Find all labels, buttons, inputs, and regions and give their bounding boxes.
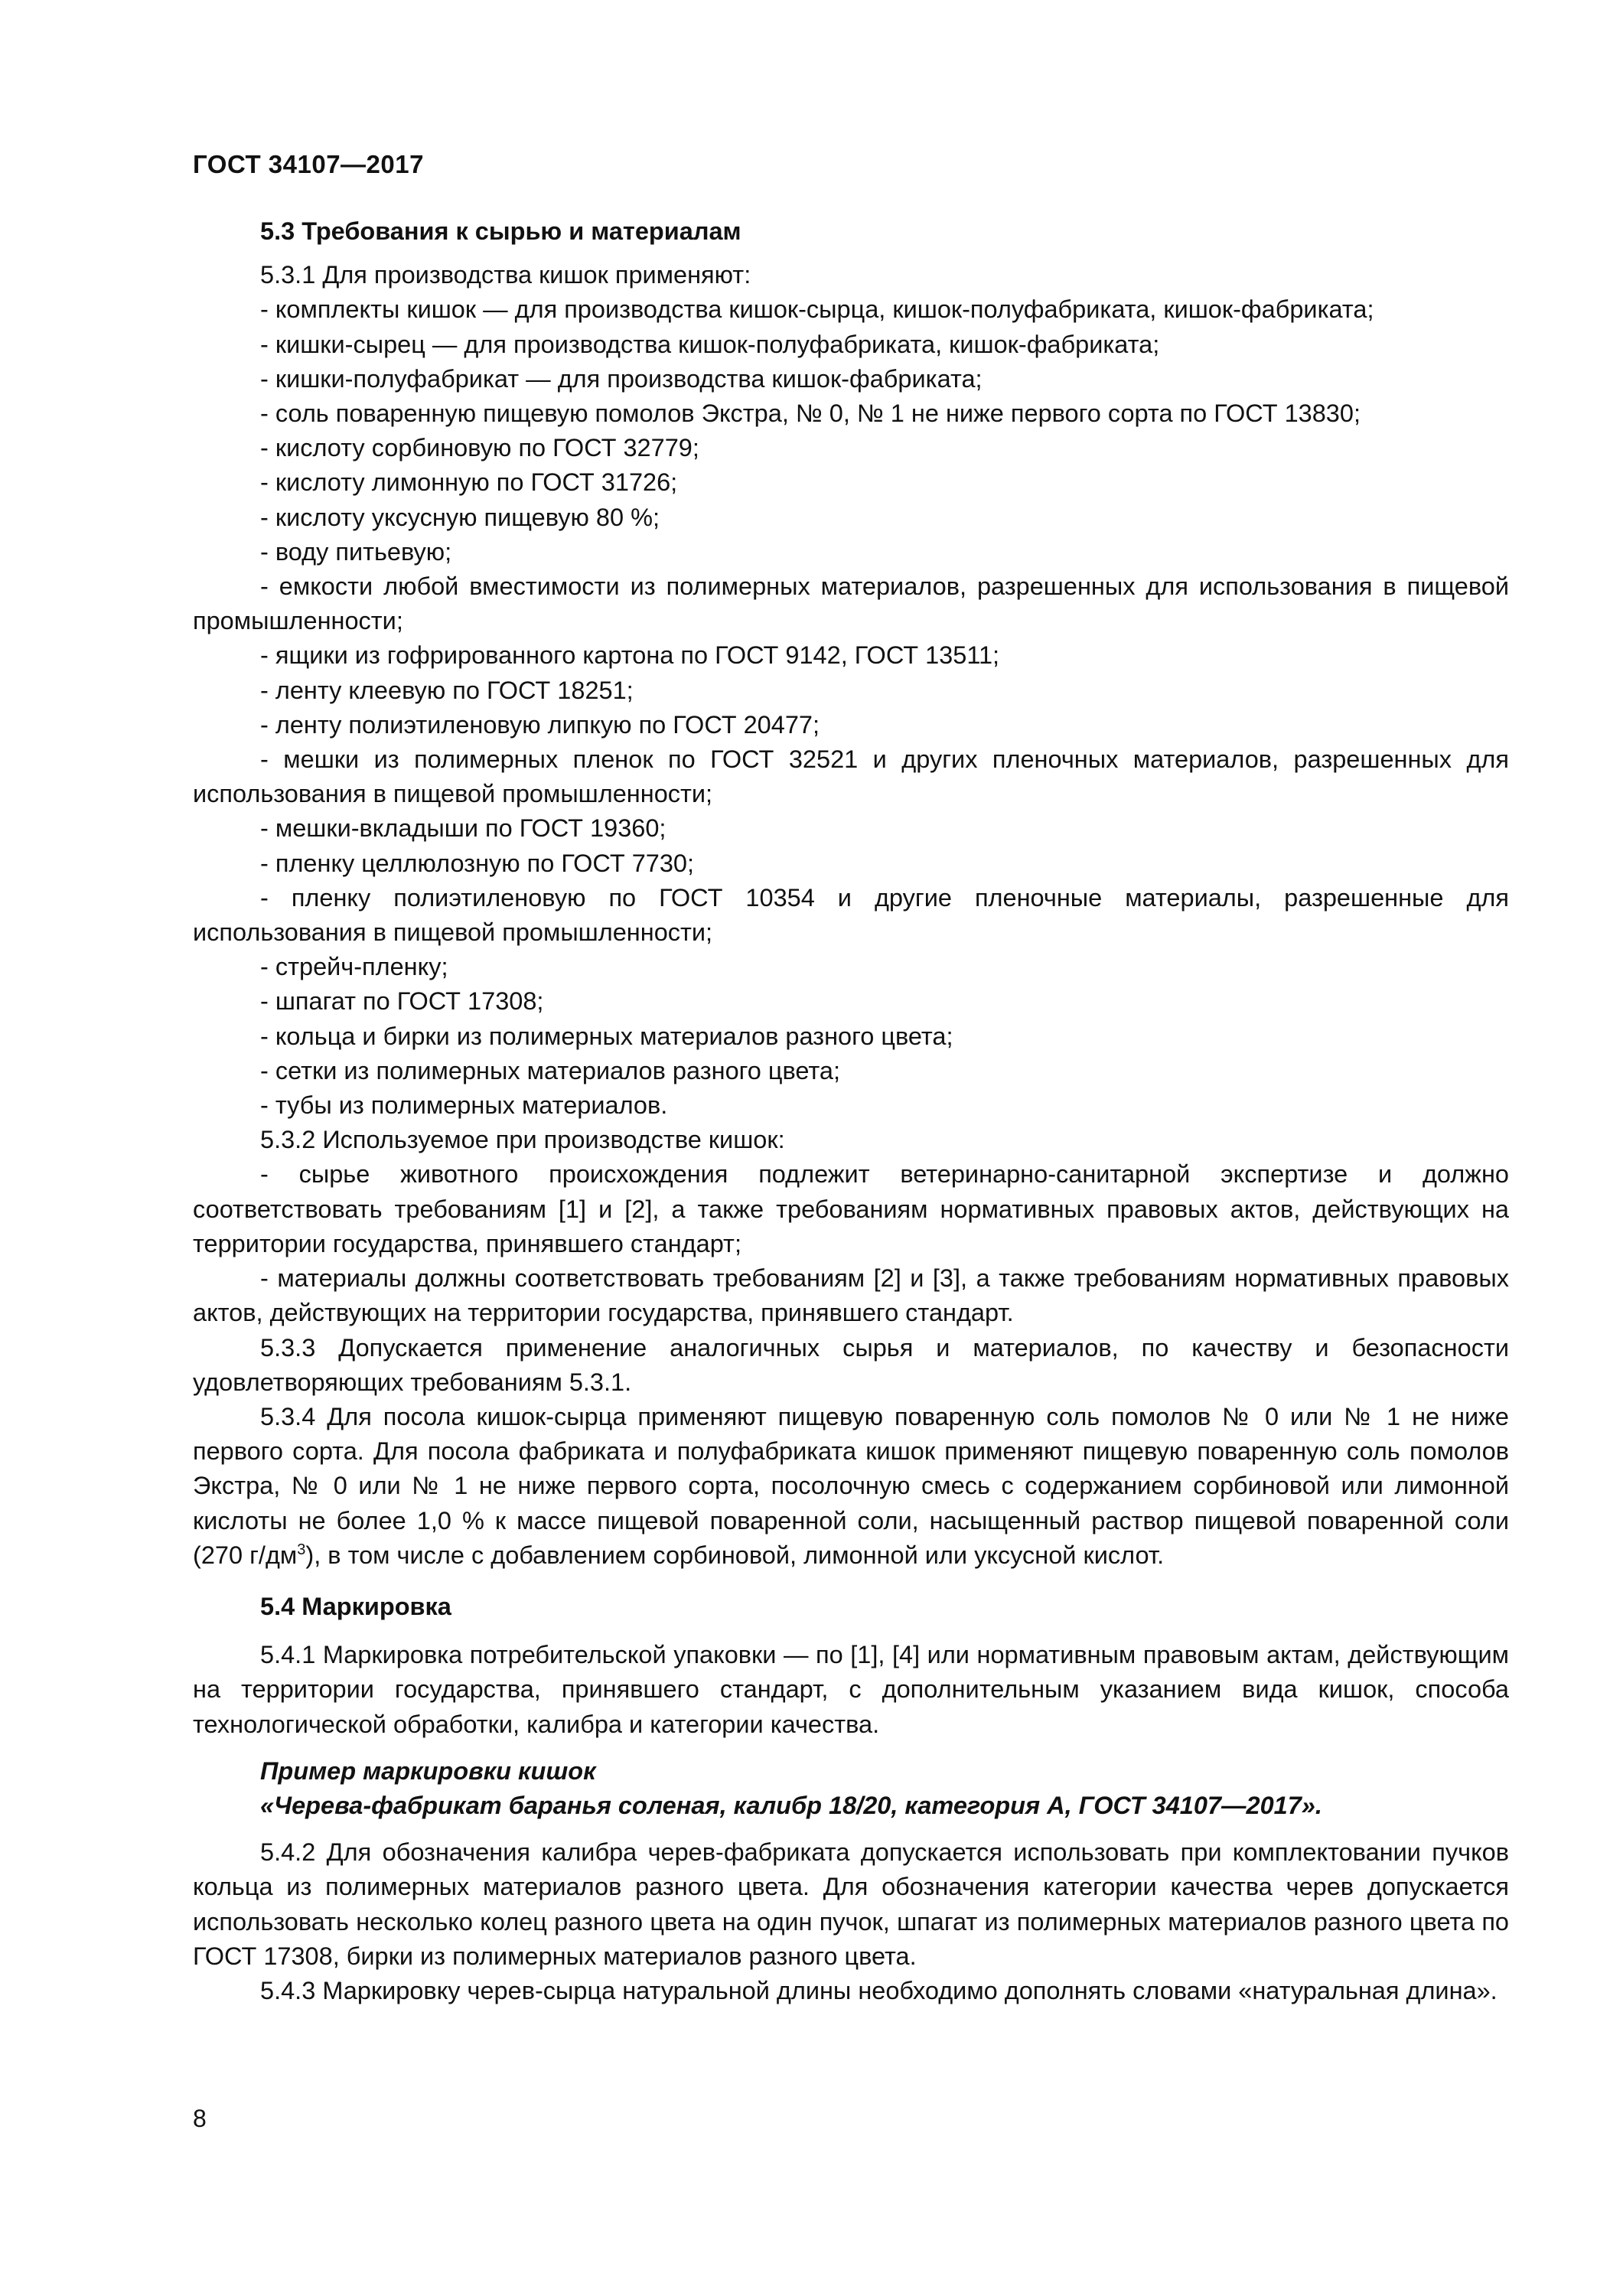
list-item: - кольца и бирки из полимерных материалов разного цвета; [260, 1022, 953, 1050]
paragraph-5-3-4-text-end: ), в том числе с добавлением сорбиновой, лимонной или уксусной кислот. [305, 1541, 1165, 1569]
example-title: Пример маркировки кишок [260, 1756, 596, 1785]
paragraph-5-4-2: 5.4.2 Для обозначения калибра черев-фабриката допускается использовать при комплектовании пучков кольца из полимерных материалов разного цвета. Для обозначения категории качества черев допускается использовать несколько колец разного цвета на один пучок, шпагат из полимерных материалов разного цвета по ГОСТ 17308, бирки из полимерных материалов разного цвета. [193, 1838, 1509, 1970]
example-block [193, 1754, 1509, 1823]
section-heading-5-4: 5.4 Маркировка [260, 1592, 451, 1620]
page-content [193, 214, 1509, 2008]
paragraph-5-3-3: 5.3.3 Допускается применение аналогичных сырья и материалов, по качеству и безопасности удовлетворяющих требованиям 5.3.1. [193, 1333, 1509, 1396]
paragraph-5-4-1: 5.4.1 Маркировка потребительской упаковки — по [1], [4] или нормативным правовым актам, действующим на территории государства, принявшего стандарт, с дополнительным указанием вида кишок, способа технологической обработки, калибра и категории качества. [193, 1641, 1509, 1738]
paragraph-5-3-2: 5.3.2 Используемое при производстве кишок: [260, 1126, 785, 1154]
list-item: - шпагат по ГОСТ 17308; [260, 987, 544, 1016]
list-item: - воду питьевую; [260, 537, 452, 566]
list-item: - сырье животного происхождения подлежит ветеринарно-санитарной экспертизе и должно соответствовать требованиям [1] и [2], а также требованиям нормативных правовых актов, действующих на территории государства, принявшего стандарт; [193, 1160, 1509, 1257]
page-number: 8 [193, 2105, 207, 2132]
superscript: 3 [297, 1541, 306, 1558]
list-item: - кишки-сырец — для производства кишок-полуфабриката, кишок-фабриката; [260, 330, 1160, 358]
list-item: - тубы из полимерных материалов. [260, 1091, 668, 1120]
paragraph-5-3-4 [193, 1400, 1509, 1573]
list-item: - соль поваренную пищевую помолов Экстра, № 0, № 1 не ниже первого сорта по ГОСТ 13830; [260, 400, 1361, 428]
list-item: - кислоту сорбиновую по ГОСТ 32779; [260, 434, 699, 462]
list-item: - стрейч-пленку; [260, 953, 448, 981]
document-header: ГОСТ 34107—2017 [193, 150, 424, 178]
list-item: - ящики из гофрированного картона по ГОСТ 9142, ГОСТ 13511; [260, 641, 1000, 670]
list-item: - кислоту уксусную пищевую 80 %; [260, 503, 660, 531]
list-item: - мешки-вкладыши по ГОСТ 19360; [260, 814, 666, 843]
list-item: - кишки-полуфабрикат — для производства кишок-фабриката; [260, 364, 983, 393]
list-item: - материалы должны соответствовать требованиям [2] и [3], а также требованиям нормативных правовых актов, действующих на территории государства, принявшего стандарт. [193, 1264, 1509, 1327]
section-heading-5-3: 5.3 Требования к сырью и материалам [260, 217, 741, 245]
paragraph-5-3-1: 5.3.1 Для производства кишок применяют: [260, 261, 751, 289]
list-item: - пленку целлюлозную по ГОСТ 7730; [260, 849, 695, 877]
list-item: - емкости любой вместимости из полимерных материалов, разрешенных для использования в пищевой промышленности; [193, 572, 1509, 635]
list-item: - пленку полиэтиленовую по ГОСТ 10354 и другие пленочные материалы, разрешенные для использования в пищевой промышленности; [193, 883, 1509, 947]
list-item: - комплекты кишок — для производства кишок-сырца, кишок-полуфабриката, кишок-фабриката; [260, 295, 1374, 324]
list-item: - сетки из полимерных материалов разного цвета; [260, 1056, 841, 1084]
list-item: - кислоту лимонную по ГОСТ 31726; [260, 468, 678, 497]
paragraph-5-4-3: 5.4.3 Маркировку черев-сырца натуральной длины необходимо дополнять словами «натуральная длина». [260, 1976, 1498, 2004]
paragraph-5-3-4-text: 5.3.4 Для посола кишок-сырца применяют пищевую поваренную соль помолов № 0 или № 1 не ниже первого сорта. Для посола фабриката и полуфабриката кишок применяют пищевую поваренную соль помолов Экстра, № 0 или № 1 не ниже первого сорта, посолочную смесь с содержанием сорбиновой или лимонной кислоты не более 1,0 % к массе пищевой поваренной соли, насыщенный раствор пищевой поваренной соли (270 г/дм [193, 1402, 1509, 1569]
example-text: «Черева-фабрикат баранья соленая, калибр 18/20, категория А, ГОСТ 34107—2017». [260, 1791, 1322, 1819]
list-item: - ленту полиэтиленовую липкую по ГОСТ 20477; [260, 710, 820, 739]
list-item: - ленту клеевую по ГОСТ 18251; [260, 676, 634, 704]
list-item: - мешки из полимерных пленок по ГОСТ 32521 и других пленочных материалов, разрешенных для использования в пищевой промышленности; [193, 745, 1509, 808]
